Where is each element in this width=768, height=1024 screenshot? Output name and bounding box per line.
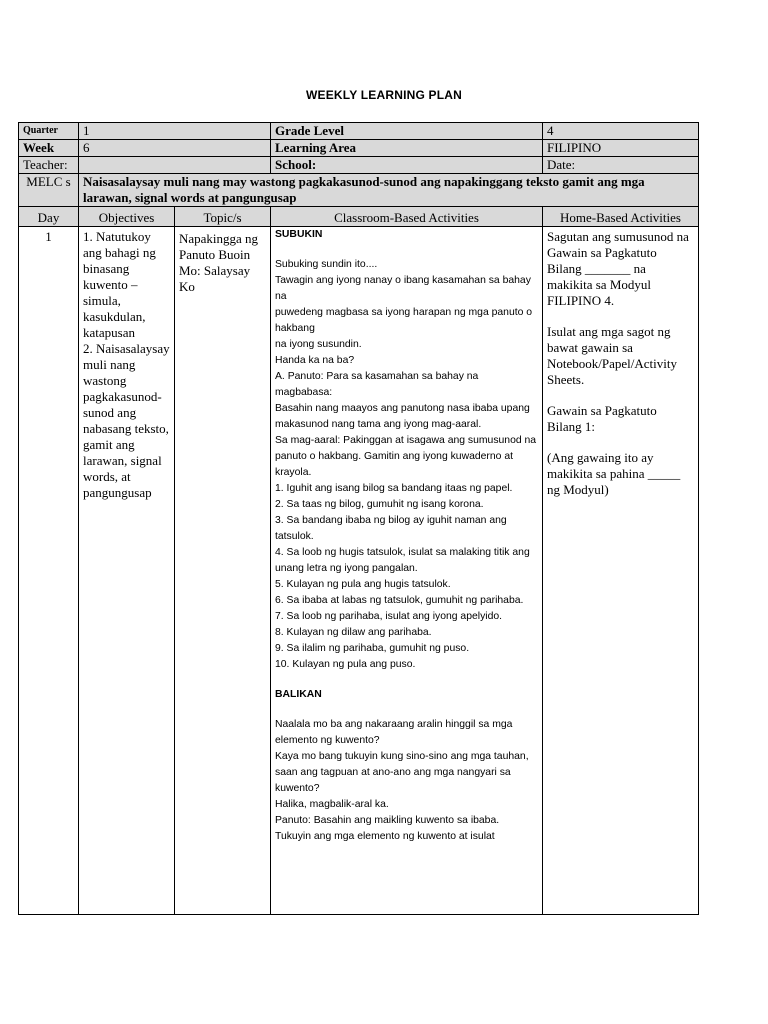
activity-line: elemento ng kuwento?: [275, 735, 380, 746]
home-activity-2: Isulat ang mga sagot ng bawat gawain sa Notebook/Papel/Activity Sheets.: [547, 324, 677, 387]
learning-area-value: FILIPINO: [543, 140, 699, 157]
activity-line: unang letra ng iyong pangalan.: [275, 563, 418, 574]
melcs-text: Naisasalaysay muli nang may wastong pagkakasunod-sunod ang napakinggang teksto gamit ang mga larawan, signal words at pangungusap: [79, 174, 699, 207]
activity-line: makasunod nang tama ang iyong mag-aaral.: [275, 419, 482, 430]
balikan-heading: BALIKAN: [275, 689, 322, 700]
activity-line: Handa ka na ba?: [275, 355, 355, 366]
col-objectives-header: Objectives: [79, 207, 175, 227]
melcs-label: MELC s: [19, 174, 79, 207]
col-day-header: Day: [19, 207, 79, 227]
quarter-row: [19, 123, 699, 140]
teacher-row: [19, 157, 699, 174]
melcs-row: [19, 174, 699, 207]
activity-line: Basahin nang maayos ang panutong nasa ibaba upang: [275, 403, 530, 414]
date-label: Date:: [543, 157, 699, 174]
classroom-activities-cell: [271, 227, 543, 915]
activity-line: puwedeng magbasa sa iyong harapan ng mga panuto o hakbang: [275, 307, 533, 334]
activity-line: Naalala mo ba ang nakaraang aralin hinggil sa mga: [275, 719, 513, 730]
activity-line: 4. Sa loob ng hugis tatsulok, isulat sa malaking titik ang: [275, 547, 530, 558]
objective-1: 1. Natutukoy ang bahagi ng binasang kuwento – simula, kasukdulan, katapusan: [83, 229, 156, 340]
activity-line: Halika, magbalik-aral ka.: [275, 799, 389, 810]
learning-plan-table: [18, 122, 699, 915]
week-label: Week: [19, 140, 79, 157]
home-activity-4: (Ang gawaing ito ay makikita sa pahina _____ ng Modyul): [547, 450, 681, 497]
activity-line: 2. Sa taas ng bilog, gumuhit ng isang korona.: [275, 499, 484, 510]
activity-line: saan ang tagpuan at ano-ano ang mga nangyari sa kuwento?: [275, 767, 511, 794]
teacher-label: Teacher:: [19, 157, 79, 174]
home-activity-1: Sagutan ang sumusunod na Gawain sa Pagkatuto Bilang _______ na makikita sa Modyul FILIPINO 4.: [547, 229, 689, 308]
activity-line: panuto o hakbang. Gamitin ang iyong kuwaderno at krayola.: [275, 451, 513, 478]
col-topics-header: Topic/s: [175, 207, 271, 227]
teacher-value: [79, 157, 271, 174]
objectives-cell: [79, 227, 175, 915]
activity-line: 8. Kulayan ng dilaw ang parihaba.: [275, 627, 432, 638]
day-row: [19, 227, 699, 915]
activity-line: Subuking sundin ito....: [275, 259, 378, 270]
activity-line: 10. Kulayan ng pula ang puso.: [275, 659, 416, 670]
col-classroom-header: Classroom-Based Activities: [271, 207, 543, 227]
page-title: WEEKLY LEARNING PLAN: [305, 88, 462, 102]
home-activity-3: Gawain sa Pagkatuto Bilang 1:: [547, 403, 657, 434]
balikan-list: [275, 717, 538, 845]
activity-line: Tawagin ang iyong nanay o ibang kasamahan sa bahay na: [275, 275, 531, 302]
week-value: 6: [79, 140, 271, 157]
grade-level-value: 4: [543, 123, 699, 140]
activity-line: Kaya mo bang tukuyin kung sino-sino ang mga tauhan,: [275, 751, 529, 762]
activity-line: Sa mag-aaral: Pakinggan at isagawa ang sumusunod na: [275, 435, 537, 446]
activity-line: 5. Kulayan ng pula ang hugis tatsulok.: [275, 579, 451, 590]
grade-level-label: Grade Level: [271, 123, 543, 140]
home-activities-cell: [543, 227, 699, 915]
activity-line: 6. Sa ibaba at labas ng tatsulok, gumuhit ng parihaba.: [275, 595, 524, 606]
quarter-label: Quarter: [19, 123, 79, 140]
activity-line: 9. Sa ilalim ng parihaba, gumuhit ng puso.: [275, 643, 470, 654]
activity-line: Tukuyin ang mga elemento ng kuwento at isulat: [275, 831, 495, 842]
activity-line: na iyong susundin.: [275, 339, 362, 350]
objective-2: 2. Naisasalaysay muli nang wastong pagkakasunod-sunod ang nabasang teksto, gamit ang larawan, signal words, at pangungusap: [83, 341, 170, 500]
column-header-row: [19, 207, 699, 227]
learning-area-label: Learning Area: [271, 140, 543, 157]
week-row: [19, 140, 699, 157]
activity-line: 3. Sa bandang ibaba ng bilog ay iguhit naman ang tatsulok.: [275, 515, 507, 542]
day-number: 1: [19, 227, 79, 915]
activity-line: 1. Iguhit ang isang bilog sa bandang itaas ng papel.: [275, 483, 513, 494]
school-label: School:: [271, 157, 543, 174]
subukin-heading: SUBUKIN: [275, 229, 323, 240]
activity-line: A. Panuto: Para sa kasamahan sa bahay na magbabasa:: [275, 371, 479, 398]
topic-cell: Napakingga ng Panuto Buoin Mo: Salaysay Ko: [175, 227, 271, 915]
activity-line: Panuto: Basahin ang maikling kuwento sa ibaba.: [275, 815, 500, 826]
activity-line: 7. Sa loob ng parihaba, isulat ang iyong apelyido.: [275, 611, 503, 622]
col-home-header: Home-Based Activities: [543, 207, 699, 227]
subukin-list: [275, 257, 538, 673]
quarter-value: 1: [79, 123, 271, 140]
